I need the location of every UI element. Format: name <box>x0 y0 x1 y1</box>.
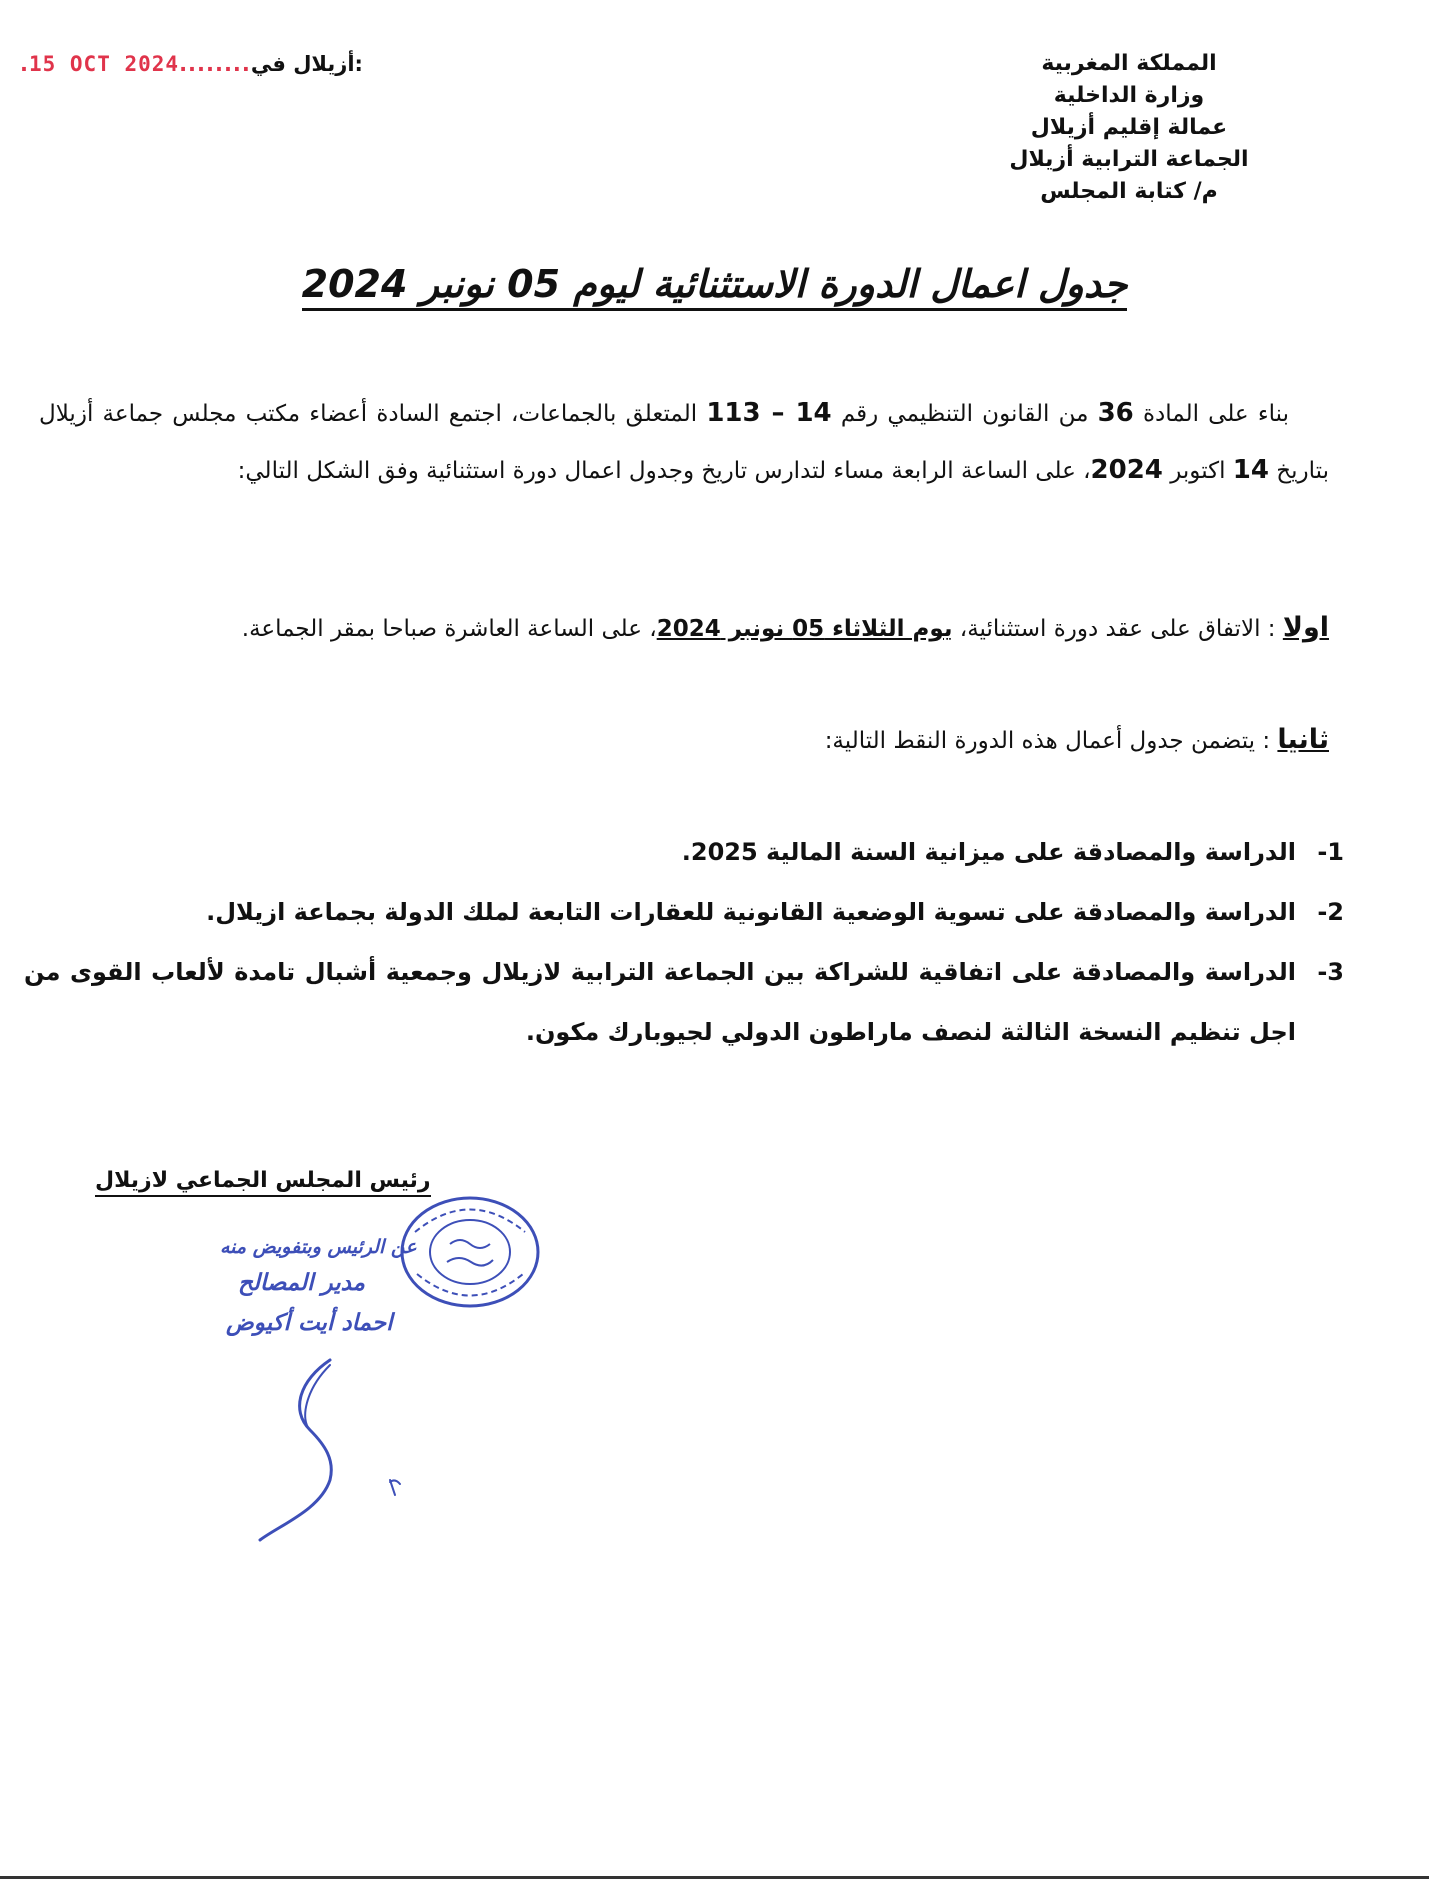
date-label: أزيلال في: <box>250 52 363 76</box>
signature-title: رئيس المجلس الجماعي لازيلال <box>95 1168 431 1197</box>
letterhead <box>969 48 1289 208</box>
date-line: .15 OCT 2024........أزيلال في: <box>20 52 363 76</box>
signature-delegation: عن الرئيس وبتفويض منه <box>220 1236 417 1258</box>
point-second: ثانيا : يتضمن جدول أعمال هذه الدورة النقط التالية: <box>824 724 1329 755</box>
agenda-item <box>24 882 1344 942</box>
document-title-text: جدول اعمال الدورة الاستثنائية ليوم 05 نونبر 2024 <box>302 262 1128 311</box>
article-number: 36 <box>1097 398 1134 428</box>
agenda-item-text: الدراسة والمصادقة على ميزانية السنة المالية 2025. <box>681 838 1296 866</box>
letterhead-line-kingdom: المملكة المغربية <box>1041 51 1217 76</box>
date-stamp: 15 OCT 2024 <box>28 52 180 76</box>
law-number: 14 – 113 <box>706 398 832 428</box>
letterhead-line-commune: الجماعة الترابية أزيلال <box>1009 147 1249 172</box>
meeting-day: 14 <box>1232 455 1269 485</box>
letterhead-line-province: عمالة إقليم أزيلال <box>1030 115 1228 140</box>
point-second-label: ثانيا <box>1277 724 1329 755</box>
agenda-item-number: 1- <box>1317 838 1344 866</box>
agenda-item-text: الدراسة والمصادقة على تسوية الوضعية القانونية للعقارات التابعة لملك الدولة بجماعة ازيلال. <box>206 898 1296 926</box>
handwritten-signature-icon <box>240 1350 420 1550</box>
letterhead-line-office: م/ كتابة المجلس <box>1040 179 1218 204</box>
document-title <box>0 262 1429 306</box>
session-date: يوم الثلاثاء 05 نونبر 2024 <box>656 616 953 642</box>
point-first-label: اولا <box>1282 612 1329 643</box>
agenda-item-number: 2- <box>1317 898 1344 926</box>
agenda-item <box>24 822 1344 882</box>
letterhead-line-ministry: وزارة الداخلية <box>1053 83 1205 108</box>
agenda-item-number: 3- <box>1317 958 1344 986</box>
point-first: اولا : الاتفاق على عقد دورة استثنائية، يوم الثلاثاء 05 نونبر 2024، على الساعة العاشرة صباحا بمقر الجماعة. <box>241 612 1329 643</box>
agenda-item <box>24 942 1344 1062</box>
official-seal-icon <box>395 1192 545 1312</box>
signature-name: احماد أيت أكيوض <box>226 1310 393 1336</box>
intro-paragraph: بناء على المادة 36 من القانون التنظيمي رقم 14 – 113 المتعلق بالجماعات، اجتمع السادة أعضاء مكتب مجلس جماعة أزيلال بتاريخ 14 اكتوبر 2024، على الساعة الرابعة مساء لتدارس تاريخ وجدول اعمال دورة استثنائية وفق الشكل التالي: <box>39 398 1329 485</box>
signature-role: مدير المصالح <box>238 1270 365 1296</box>
agenda-items <box>24 822 1344 1062</box>
footer-rule <box>0 1876 1429 1879</box>
meeting-year: 2024 <box>1090 455 1163 485</box>
agenda-item-text: الدراسة والمصادقة على اتفاقية للشراكة بين الجماعة الترابية لازيلال وجمعية أشبال تامدة لألعاب القوى من اجل تنظيم النسخة الثالثة لنصف ماراطون الدولي لجيوبارك مكون. <box>24 958 1296 1046</box>
